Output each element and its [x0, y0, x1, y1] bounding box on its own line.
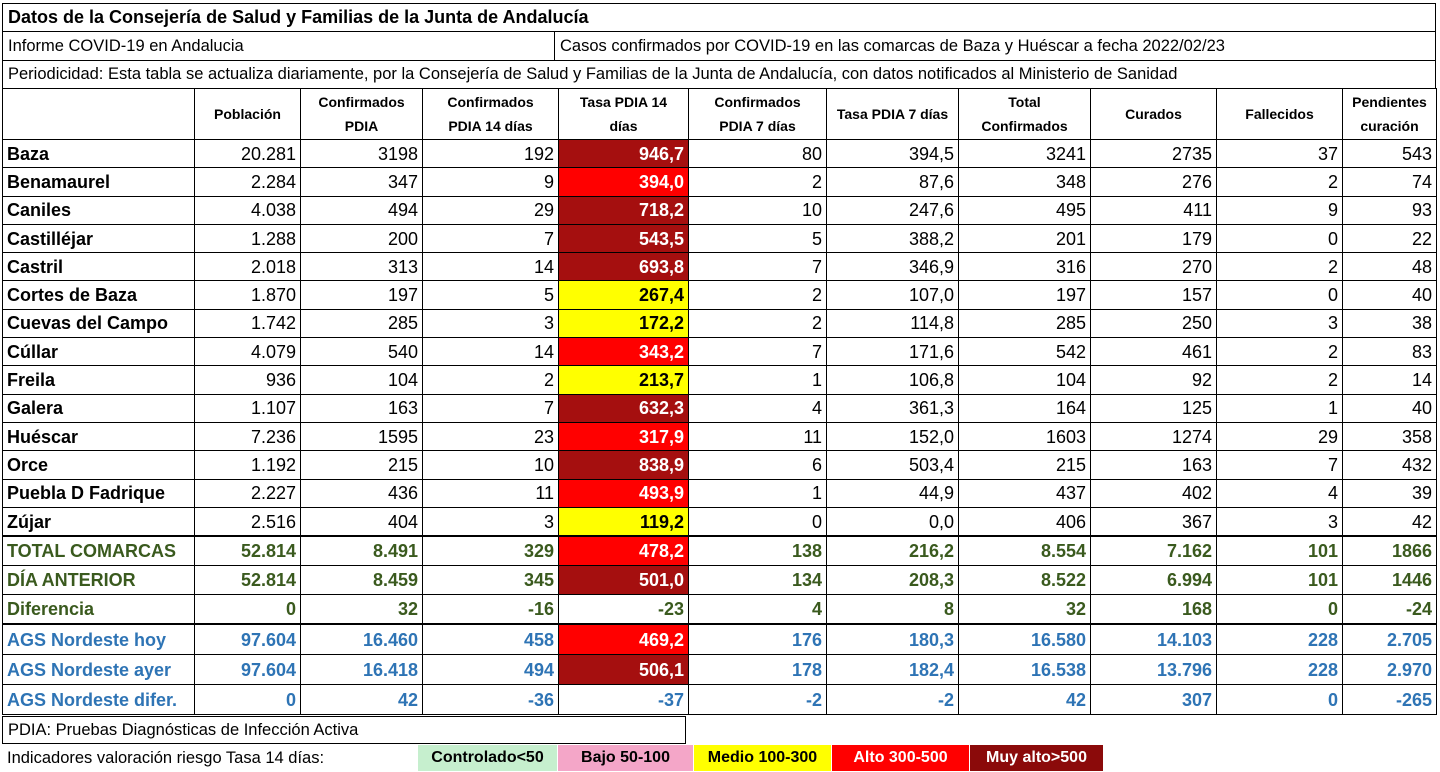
- data-cell: 10: [423, 451, 559, 479]
- rate-14d-cell: 213,7: [559, 366, 689, 394]
- data-cell: 1.742: [195, 309, 301, 337]
- data-cell: 9: [423, 168, 559, 196]
- row-label: Puebla D Fadrique: [3, 479, 195, 507]
- data-cell: 0,0: [827, 507, 959, 536]
- data-cell: 201: [959, 224, 1091, 252]
- data-cell: 0: [689, 507, 827, 536]
- sheet-title-row: [2, 3, 1436, 32]
- data-cell: 437: [959, 479, 1091, 507]
- data-cell: 11: [689, 422, 827, 450]
- data-cell: 1274: [1091, 422, 1217, 450]
- data-cell: 5: [423, 281, 559, 309]
- row-label: DÍA ANTERIOR: [3, 566, 195, 595]
- row-label: Cúllar: [3, 338, 195, 366]
- data-cell: 7: [423, 394, 559, 422]
- column-header: [559, 89, 689, 140]
- table-row: [3, 451, 1437, 479]
- column-header: [3, 89, 195, 140]
- data-cell: 106,8: [827, 366, 959, 394]
- sheet-title: Datos de la Consejería de Salud y Familias de la Junta de Andalucía: [8, 7, 589, 27]
- data-cell: 44,9: [827, 479, 959, 507]
- table-row: [3, 394, 1437, 422]
- data-cell: -265: [1343, 685, 1437, 715]
- table-row: [3, 140, 1437, 168]
- data-cell: 404: [301, 507, 423, 536]
- data-cell: 134: [689, 566, 827, 595]
- column-header-line: Confirmados: [447, 94, 534, 110]
- row-label: Caniles: [3, 196, 195, 224]
- data-cell: 42: [1343, 507, 1437, 536]
- column-header-line: PDIA 7 días: [719, 118, 796, 134]
- data-cell: 285: [959, 309, 1091, 337]
- data-cell: 2: [423, 366, 559, 394]
- data-cell: 29: [423, 196, 559, 224]
- rate-14d-cell: -23: [559, 595, 689, 625]
- data-cell: 42: [959, 685, 1091, 715]
- row-label: Benamaurel: [3, 168, 195, 196]
- data-cell: 97.604: [195, 655, 301, 685]
- risk-legend: [418, 745, 1104, 771]
- row-label: Castril: [3, 253, 195, 281]
- data-cell: 270: [1091, 253, 1217, 281]
- table-row: [3, 224, 1437, 252]
- data-cell: 192: [423, 140, 559, 168]
- data-cell: 494: [301, 196, 423, 224]
- data-cell: 29: [1217, 422, 1343, 450]
- data-cell: 0: [195, 595, 301, 625]
- row-label: Cortes de Baza: [3, 281, 195, 309]
- data-cell: 402: [1091, 479, 1217, 507]
- data-cell: 1: [689, 479, 827, 507]
- table-body: [3, 140, 1437, 715]
- data-cell: 1595: [301, 422, 423, 450]
- data-cell: 540: [301, 338, 423, 366]
- data-cell: 163: [1091, 451, 1217, 479]
- data-cell: 11: [423, 479, 559, 507]
- ags-row: [3, 624, 1437, 655]
- rate-14d-cell: 506,1: [559, 655, 689, 685]
- rate-14d-cell: 946,7: [559, 140, 689, 168]
- table-row: [3, 309, 1437, 337]
- data-cell: 3241: [959, 140, 1091, 168]
- column-header-line: PDIA 14 días: [448, 118, 533, 134]
- column-header-line: Fallecidos: [1245, 106, 1314, 122]
- data-cell: 178: [689, 655, 827, 685]
- row-label: Castilléjar: [3, 224, 195, 252]
- column-header-line: días: [609, 118, 638, 134]
- rate-14d-cell: 267,4: [559, 281, 689, 309]
- report-info-row: [2, 31, 1436, 61]
- row-label: Huéscar: [3, 422, 195, 450]
- data-cell: 250: [1091, 309, 1217, 337]
- data-cell: 6.994: [1091, 566, 1217, 595]
- data-cell: 92: [1091, 366, 1217, 394]
- data-cell: 388,2: [827, 224, 959, 252]
- data-cell: 3: [1217, 309, 1343, 337]
- data-cell: 436: [301, 479, 423, 507]
- data-cell: 215: [959, 451, 1091, 479]
- column-header-line: Tasa PDIA 7 días: [836, 106, 949, 122]
- data-cell: 97.604: [195, 624, 301, 655]
- data-cell: 168: [1091, 595, 1217, 625]
- column-header-line: curación: [1360, 118, 1419, 134]
- data-cell: 406: [959, 507, 1091, 536]
- table-header-row: [3, 89, 1437, 140]
- column-header-line: PDIA: [344, 118, 379, 134]
- rate-14d-cell: 632,3: [559, 394, 689, 422]
- data-cell: 7: [689, 338, 827, 366]
- rate-14d-cell: 693,8: [559, 253, 689, 281]
- data-cell: 2.970: [1343, 655, 1437, 685]
- rate-14d-cell: 119,2: [559, 507, 689, 536]
- pdia-note: [2, 716, 686, 744]
- data-cell: -24: [1343, 595, 1437, 625]
- rate-14d-cell: 469,2: [559, 624, 689, 655]
- data-cell: 7: [423, 224, 559, 252]
- row-label: Baza: [3, 140, 195, 168]
- data-cell: 22: [1343, 224, 1437, 252]
- data-cell: 543: [1343, 140, 1437, 168]
- column-header-line: Población: [214, 106, 281, 122]
- data-cell: 8.554: [959, 536, 1091, 566]
- report-name-cell: [3, 32, 555, 60]
- data-cell: 74: [1343, 168, 1437, 196]
- data-cell: 3: [1217, 507, 1343, 536]
- data-cell: 200: [301, 224, 423, 252]
- data-cell: 346,9: [827, 253, 959, 281]
- data-cell: 936: [195, 366, 301, 394]
- data-cell: 494: [423, 655, 559, 685]
- data-cell: 16.460: [301, 624, 423, 655]
- table-row: [3, 196, 1437, 224]
- data-cell: 228: [1217, 655, 1343, 685]
- data-cell: 307: [1091, 685, 1217, 715]
- data-cell: 1: [689, 366, 827, 394]
- data-cell: 16.538: [959, 655, 1091, 685]
- legend-item-muy_alto: Muy alto>500: [970, 745, 1104, 771]
- ags-row: [3, 685, 1437, 715]
- data-cell: 16.418: [301, 655, 423, 685]
- table-row: [3, 366, 1437, 394]
- data-cell: 52.814: [195, 536, 301, 566]
- table-row: [3, 479, 1437, 507]
- data-cell: 2.516: [195, 507, 301, 536]
- data-cell: 7: [689, 253, 827, 281]
- column-header: [1217, 89, 1343, 140]
- data-cell: 329: [423, 536, 559, 566]
- rate-14d-cell: 501,0: [559, 566, 689, 595]
- data-cell: 216,2: [827, 536, 959, 566]
- data-cell: 285: [301, 309, 423, 337]
- data-cell: 8.459: [301, 566, 423, 595]
- data-cell: 80: [689, 140, 827, 168]
- column-header-line: Confirmados: [714, 94, 801, 110]
- data-cell: 2: [1217, 168, 1343, 196]
- data-cell: 8: [827, 595, 959, 625]
- periodicity-text: Periodicidad: Esta tabla se actualiza diariamente, por la Consejería de Salud y Familias de la Junta de Andalucía, con datos notificados al Ministerio de Sanidad: [8, 65, 1178, 83]
- data-cell: 1603: [959, 422, 1091, 450]
- data-cell: 1.107: [195, 394, 301, 422]
- data-cell: 38: [1343, 309, 1437, 337]
- data-cell: 4.079: [195, 338, 301, 366]
- column-header: [827, 89, 959, 140]
- data-cell: 411: [1091, 196, 1217, 224]
- rate-14d-cell: 838,9: [559, 451, 689, 479]
- data-cell: 2: [689, 168, 827, 196]
- report-name: Informe COVID-19 en Andalucia: [8, 36, 244, 55]
- data-cell: 2.018: [195, 253, 301, 281]
- data-cell: 1.870: [195, 281, 301, 309]
- data-cell: 367: [1091, 507, 1217, 536]
- data-cell: 458: [423, 624, 559, 655]
- data-cell: 0: [1217, 595, 1343, 625]
- table-row: [3, 422, 1437, 450]
- data-cell: 9: [1217, 196, 1343, 224]
- data-cell: 215: [301, 451, 423, 479]
- row-label: Freila: [3, 366, 195, 394]
- column-header-line: Total: [1008, 94, 1041, 110]
- pdia-definition: PDIA: Pruebas Diagnósticas de Infección Activa: [8, 720, 359, 739]
- data-cell: 1.288: [195, 224, 301, 252]
- data-cell: 39: [1343, 479, 1437, 507]
- data-cell: 3: [423, 309, 559, 337]
- data-cell: 107,0: [827, 281, 959, 309]
- data-cell: 3198: [301, 140, 423, 168]
- data-cell: 179: [1091, 224, 1217, 252]
- ags-row: [3, 655, 1437, 685]
- legend-item-controlado: Controlado<50: [418, 745, 558, 771]
- data-cell: 361,3: [827, 394, 959, 422]
- data-cell: 2: [689, 309, 827, 337]
- data-cell: 138: [689, 536, 827, 566]
- data-cell: 48: [1343, 253, 1437, 281]
- data-cell: 5: [689, 224, 827, 252]
- row-label: Galera: [3, 394, 195, 422]
- sum-row: [3, 566, 1437, 595]
- data-cell: 14: [423, 253, 559, 281]
- report-subtitle: Casos confirmados por COVID-19 en las comarcas de Baza y Huéscar a fecha 2022/02/23: [560, 36, 1225, 55]
- table-row: [3, 281, 1437, 309]
- row-label: Orce: [3, 451, 195, 479]
- data-cell: 101: [1217, 566, 1343, 595]
- data-cell: 157: [1091, 281, 1217, 309]
- data-cell: 1: [1217, 394, 1343, 422]
- data-cell: 316: [959, 253, 1091, 281]
- rate-14d-cell: 394,0: [559, 168, 689, 196]
- column-header: [1343, 89, 1437, 140]
- row-label: Zújar: [3, 507, 195, 536]
- rate-14d-cell: 343,2: [559, 338, 689, 366]
- sum-row: [3, 536, 1437, 566]
- column-header: [1091, 89, 1217, 140]
- periodicity-row: [2, 60, 1436, 89]
- data-cell: -36: [423, 685, 559, 715]
- data-cell: 40: [1343, 394, 1437, 422]
- data-cell: 6: [689, 451, 827, 479]
- data-cell: 93: [1343, 196, 1437, 224]
- data-cell: 503,4: [827, 451, 959, 479]
- data-cell: 348: [959, 168, 1091, 196]
- data-cell: 0: [1217, 224, 1343, 252]
- table-row: [3, 338, 1437, 366]
- data-cell: 4: [689, 595, 827, 625]
- data-cell: 14.103: [1091, 624, 1217, 655]
- data-cell: 104: [959, 366, 1091, 394]
- data-cell: 2.227: [195, 479, 301, 507]
- data-cell: 358: [1343, 422, 1437, 450]
- risk-indicators-label: Indicadores valoración riesgo Tasa 14 días:: [7, 748, 325, 767]
- column-header: [195, 89, 301, 140]
- sum-row: [3, 595, 1437, 625]
- data-cell: 2: [689, 281, 827, 309]
- column-header: [423, 89, 559, 140]
- data-cell: 23: [423, 422, 559, 450]
- data-cell: 13.796: [1091, 655, 1217, 685]
- data-cell: 432: [1343, 451, 1437, 479]
- column-header-line: Tasa PDIA 14: [579, 94, 668, 110]
- data-cell: 176: [689, 624, 827, 655]
- data-cell: 10: [689, 196, 827, 224]
- data-cell: 208,3: [827, 566, 959, 595]
- rate-14d-cell: 172,2: [559, 309, 689, 337]
- data-cell: 2: [1217, 366, 1343, 394]
- data-cell: 542: [959, 338, 1091, 366]
- data-cell: 4.038: [195, 196, 301, 224]
- data-cell: 114,8: [827, 309, 959, 337]
- data-cell: 37: [1217, 140, 1343, 168]
- data-cell: 182,4: [827, 655, 959, 685]
- row-label: Diferencia: [3, 595, 195, 625]
- legend-item-bajo: Bajo 50-100: [558, 745, 694, 771]
- data-cell: 32: [301, 595, 423, 625]
- data-cell: 394,5: [827, 140, 959, 168]
- column-header-line: Confirmados: [318, 94, 405, 110]
- row-label: TOTAL COMARCAS: [3, 536, 195, 566]
- data-cell: 2: [1217, 253, 1343, 281]
- table-row: [3, 168, 1437, 196]
- data-cell: 2: [1217, 338, 1343, 366]
- data-cell: 197: [959, 281, 1091, 309]
- data-cell: 20.281: [195, 140, 301, 168]
- rate-14d-cell: -37: [559, 685, 689, 715]
- data-cell: 276: [1091, 168, 1217, 196]
- column-header-line: Curados: [1125, 106, 1182, 122]
- data-cell: 2735: [1091, 140, 1217, 168]
- data-cell: 52.814: [195, 566, 301, 595]
- data-cell: -16: [423, 595, 559, 625]
- data-cell: 0: [1217, 281, 1343, 309]
- data-cell: 461: [1091, 338, 1217, 366]
- data-cell: 197: [301, 281, 423, 309]
- data-cell: -2: [827, 685, 959, 715]
- data-cell: 1446: [1343, 566, 1437, 595]
- data-cell: 104: [301, 366, 423, 394]
- data-cell: 163: [301, 394, 423, 422]
- risk-indicators-row: [2, 745, 1104, 771]
- row-label: AGS Nordeste ayer: [3, 655, 195, 685]
- data-cell: 16.580: [959, 624, 1091, 655]
- data-cell: 2.284: [195, 168, 301, 196]
- data-cell: 8.522: [959, 566, 1091, 595]
- data-cell: 347: [301, 168, 423, 196]
- data-cell: 14: [423, 338, 559, 366]
- rate-14d-cell: 718,2: [559, 196, 689, 224]
- rate-14d-cell: 493,9: [559, 479, 689, 507]
- data-cell: 0: [195, 685, 301, 715]
- data-cell: 14: [1343, 366, 1437, 394]
- data-cell: 180,3: [827, 624, 959, 655]
- rate-14d-cell: 543,5: [559, 224, 689, 252]
- data-cell: 7.162: [1091, 536, 1217, 566]
- data-cell: 32: [959, 595, 1091, 625]
- data-cell: 83: [1343, 338, 1437, 366]
- data-cell: 152,0: [827, 422, 959, 450]
- data-cell: 7.236: [195, 422, 301, 450]
- data-cell: 2.705: [1343, 624, 1437, 655]
- legend-item-alto: Alto 300-500: [832, 745, 970, 771]
- row-label: AGS Nordeste hoy: [3, 624, 195, 655]
- data-cell: 1866: [1343, 536, 1437, 566]
- column-header: [301, 89, 423, 140]
- row-label: AGS Nordeste difer.: [3, 685, 195, 715]
- data-cell: 125: [1091, 394, 1217, 422]
- column-header-line: Pendientes: [1352, 94, 1427, 110]
- data-cell: -2: [689, 685, 827, 715]
- data-cell: 345: [423, 566, 559, 595]
- data-cell: 0: [1217, 685, 1343, 715]
- data-cell: 8.491: [301, 536, 423, 566]
- data-cell: 3: [423, 507, 559, 536]
- rate-14d-cell: 478,2: [559, 536, 689, 566]
- data-cell: 4: [689, 394, 827, 422]
- data-cell: 42: [301, 685, 423, 715]
- data-cell: 1.192: [195, 451, 301, 479]
- covid-data-table: [2, 88, 1437, 715]
- data-cell: 164: [959, 394, 1091, 422]
- column-header: [689, 89, 827, 140]
- legend-item-medio: Medio 100-300: [694, 745, 832, 771]
- column-header-line: Confirmados: [981, 118, 1068, 134]
- data-cell: 228: [1217, 624, 1343, 655]
- data-cell: 87,6: [827, 168, 959, 196]
- data-cell: 40: [1343, 281, 1437, 309]
- data-cell: 4: [1217, 479, 1343, 507]
- data-cell: 313: [301, 253, 423, 281]
- data-cell: 495: [959, 196, 1091, 224]
- data-cell: 101: [1217, 536, 1343, 566]
- data-cell: 247,6: [827, 196, 959, 224]
- table-row: [3, 253, 1437, 281]
- table-row: [3, 507, 1437, 536]
- column-header: [959, 89, 1091, 140]
- row-label: Cuevas del Campo: [3, 309, 195, 337]
- data-cell: 7: [1217, 451, 1343, 479]
- data-cell: 171,6: [827, 338, 959, 366]
- rate-14d-cell: 317,9: [559, 422, 689, 450]
